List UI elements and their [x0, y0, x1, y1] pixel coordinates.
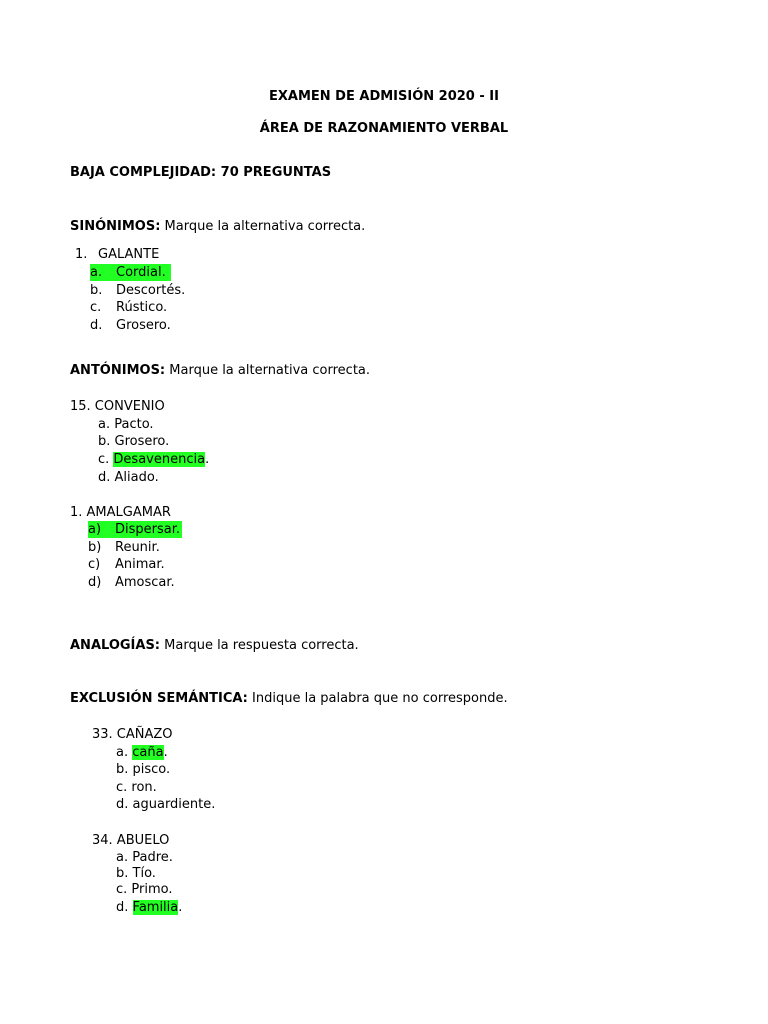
option-marker: d. [116, 900, 129, 915]
option-d-correct [116, 899, 182, 916]
option-text: Reunir. [115, 540, 160, 555]
option-text: Amoscar. [115, 575, 175, 590]
exclusion-instruction: Indique la palabra que no corresponde. [247, 691, 508, 706]
option-a-correct [90, 264, 171, 281]
option-c-correct [98, 451, 209, 468]
option-marker: c. [90, 300, 102, 315]
option-a-correct [88, 521, 182, 538]
option-c [90, 299, 168, 316]
exclusion-label: EXCLUSIÓN SEMÁNTICA: [70, 691, 248, 706]
area-title: ÁREA DE RAZONAMIENTO VERBAL [259, 121, 509, 136]
analogies-section-heading [70, 637, 359, 654]
option-a: a. Padre. [116, 850, 173, 865]
option-c: c. Primo. [116, 882, 173, 897]
question-word: GALANTE [98, 247, 160, 262]
option-marker: c. [98, 452, 110, 467]
analogies-instruction: Marque la respuesta correcta. [160, 638, 359, 653]
option-punctuation: . [178, 900, 183, 915]
option-b [90, 282, 186, 299]
synonyms-section-heading [70, 218, 365, 235]
option-a-correct [116, 744, 168, 761]
option-marker: c) [88, 557, 101, 572]
question-stem: 1. AMALGAMAR [70, 505, 171, 520]
question-number: 1. [75, 247, 88, 262]
option-b: b. Tío. [116, 866, 156, 881]
exam-title: EXAMEN DE ADMISIÓN 2020 - II [269, 89, 499, 104]
highlighted-answer: Desavenencia [113, 452, 206, 467]
highlighted-answer: Familia [132, 900, 179, 915]
option-c: c. ron. [116, 780, 157, 795]
question-stem: 15. CONVENIO [70, 399, 165, 414]
option-text: Dispersar. [115, 522, 181, 537]
synonyms-instruction: Marque la alternativa correcta. [160, 219, 366, 234]
option-c [88, 556, 165, 573]
option-marker: a) [88, 522, 102, 537]
complexity-heading: BAJA COMPLEJIDAD: 70 PREGUNTAS [70, 165, 332, 180]
analogies-label: ANALOGÍAS: [70, 638, 161, 653]
highlighted-answer: caña [132, 745, 164, 760]
option-b [88, 539, 160, 556]
option-marker: d) [88, 575, 102, 590]
option-d [88, 574, 175, 591]
option-text: Descortés. [116, 283, 186, 298]
option-d [90, 317, 171, 334]
option-b: b. pisco. [116, 762, 171, 777]
semantic-exclusion-heading [70, 690, 508, 707]
synonyms-label: SINÓNIMOS: [70, 219, 161, 234]
option-marker: b. [90, 283, 103, 298]
option-punctuation: . [205, 452, 210, 467]
option-text: Cordial. [116, 265, 166, 280]
option-text: Animar. [115, 557, 165, 572]
antonyms-label: ANTÓNIMOS: [70, 363, 166, 378]
option-marker: b) [88, 540, 102, 555]
option-marker: d. [90, 318, 103, 333]
option-text: Rústico. [116, 300, 168, 315]
antonyms-section-heading [70, 362, 370, 379]
option-marker: a. [116, 745, 129, 760]
option-punctuation: . [163, 745, 168, 760]
question-stem: 33. CAÑAZO [92, 727, 173, 742]
antonyms-instruction: Marque la alternativa correcta. [165, 363, 371, 378]
option-marker: a. [90, 265, 103, 280]
option-text: Grosero. [116, 318, 171, 333]
option-d: d. aguardiente. [116, 797, 216, 812]
option-b: b. Grosero. [98, 434, 170, 449]
option-d: d. Aliado. [98, 470, 159, 485]
question-stem: 34. ABUELO [92, 833, 170, 848]
option-a: a. Pacto. [98, 417, 154, 432]
